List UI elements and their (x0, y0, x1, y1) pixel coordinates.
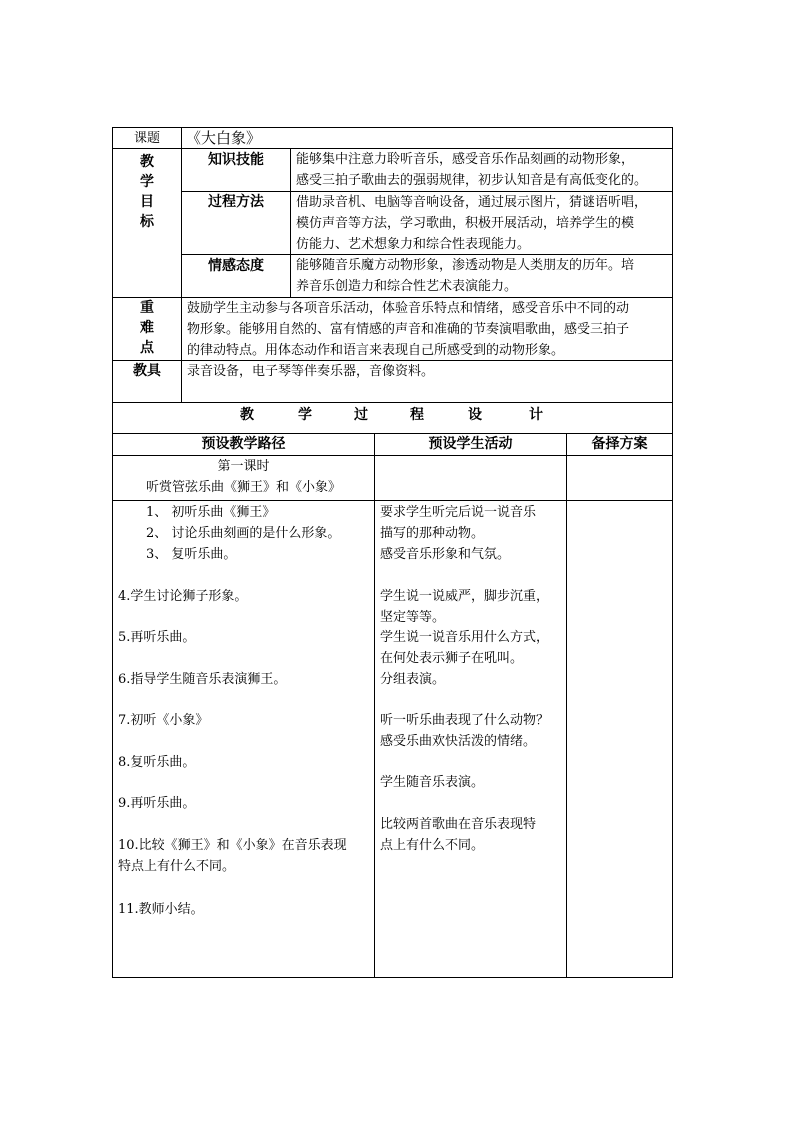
student-activity: 听一听乐曲表现了什么动物？ (380, 713, 550, 728)
teacher-step: 5.再听乐曲。 (118, 630, 196, 645)
col-header-teaching-path: 预设教学路径 (201, 436, 286, 452)
keypoints-line-3: 的律动特点。用体态动作和语言来表现自己所感受到的动物形象。 (187, 343, 565, 358)
teacher-step: 1、 初听乐曲《狮王》 (146, 505, 276, 520)
objectives-label-4: 标 (140, 214, 154, 230)
vrule-objective-sub (290, 148, 291, 298)
first-lesson-label: 第一课时 (217, 459, 270, 474)
col-header-student-activity: 预设学生活动 (428, 436, 513, 452)
teacher-step: 2、 讨论乐曲刻画的是什么形象。 (146, 526, 341, 541)
student-activity: 学生说一说威严，脚步沉重， (380, 589, 550, 604)
design-title-char-6: 计 (529, 407, 543, 423)
objectives-label-2: 学 (140, 174, 154, 190)
knowledge-label: 知识技能 (208, 152, 264, 168)
table-border-left (112, 127, 113, 978)
design-title-char-1: 教 (240, 407, 254, 423)
student-activity: 学生随音乐表演。 (380, 775, 485, 790)
keypoints-line-2: 物形象。能够用自然的、富有情感的声音和准确的节奏演唱歌曲，感受三拍子 (187, 322, 630, 337)
process-line-3: 仿能力、艺术想象力和综合性表现能力。 (296, 237, 531, 252)
emotion-line-1: 能够随音乐魔方动物形象，渗透动物是人类朋友的历年。培 (296, 258, 635, 273)
student-activity: 要求学生听完后说一说音乐 (380, 505, 537, 520)
col-header-alternative: 备择方案 (591, 436, 648, 452)
student-activity: 感受音乐形象和气氛。 (380, 547, 511, 562)
process-label: 过程方法 (208, 194, 264, 210)
teacher-step: 特点上有什么不同。 (118, 859, 236, 874)
teacher-step: 11.教师小结。 (118, 902, 204, 917)
keypoints-label-3: 点 (140, 340, 154, 356)
first-lesson-subtitle: 听赏管弦乐曲《狮王》和《小象》 (145, 480, 341, 495)
rule-after-first-lesson (112, 500, 673, 501)
vrule-col2 (374, 433, 375, 978)
vrule-col3 (566, 433, 567, 978)
rule-after-tools (112, 402, 673, 403)
student-activity: 感受乐曲欢快活泼的情绪。 (380, 734, 537, 749)
teacher-step: 8.复听乐曲。 (118, 755, 196, 770)
objectives-label-3: 目 (140, 194, 154, 210)
teacher-step: 6.指导学生随音乐表演狮王。 (118, 672, 287, 687)
keypoints-label-2: 难 (140, 320, 154, 336)
design-title-char-2: 学 (298, 407, 312, 423)
teacher-step: 10.比较《狮王》和《小象》在音乐表现 (118, 838, 347, 853)
student-activity: 分组表演。 (380, 672, 446, 687)
design-title-char-5: 设 (468, 407, 482, 423)
topic-title: 《大白象》 (186, 129, 262, 147)
teacher-step: 3、 复听乐曲。 (146, 547, 237, 562)
keypoints-label-1: 重 (140, 300, 154, 316)
knowledge-line-1: 能够集中注意力聆听音乐，感受音乐作品刻画的动物形象， (296, 152, 635, 167)
table-border-bottom (112, 977, 673, 978)
process-line-1: 借助录音机、电脑等音响设备，通过展示图片，猜谜语听唱， (296, 195, 648, 210)
student-activity: 点上有什么不同。 (380, 838, 485, 853)
process-line-2: 模仿声音等方法，学习歌曲，积极开展活动，培养学生的模 (296, 216, 635, 231)
teacher-step: 7.初听《小象》 (118, 713, 209, 728)
student-activity: 坚定等等。 (380, 610, 446, 625)
teacher-step: 9.再听乐曲。 (118, 796, 196, 811)
tools-label: 教具 (133, 363, 161, 379)
topic-label: 课题 (133, 131, 160, 146)
tools-text: 录音设备，电子琴等伴奏乐器，音像资料。 (187, 364, 435, 379)
teacher-step: 4.学生讨论狮子形象。 (118, 589, 248, 604)
keypoints-line-1: 鼓励学生主动参与各项音乐活动，体验音乐特点和情绪，感受音乐中不同的动 (187, 301, 630, 316)
student-activity: 学生说一说音乐用什么方式， (380, 630, 550, 645)
emotion-label: 情感态度 (208, 258, 264, 274)
knowledge-line-2: 感受三拍子歌曲去的强弱规律，初步认知音是有高低变化的。 (296, 173, 648, 188)
student-activity: 比较两首歌曲在音乐表现特 (380, 817, 537, 832)
design-title-char-4: 程 (410, 407, 424, 423)
student-activity: 描写的那种动物。 (380, 526, 485, 541)
design-title-char-3: 过 (354, 407, 368, 423)
objectives-label-1: 教 (140, 154, 154, 170)
emotion-line-2: 养音乐创造力和综合性艺术表演能力。 (296, 279, 518, 294)
student-activity: 在何处表示狮子在吼叫。 (380, 651, 524, 666)
